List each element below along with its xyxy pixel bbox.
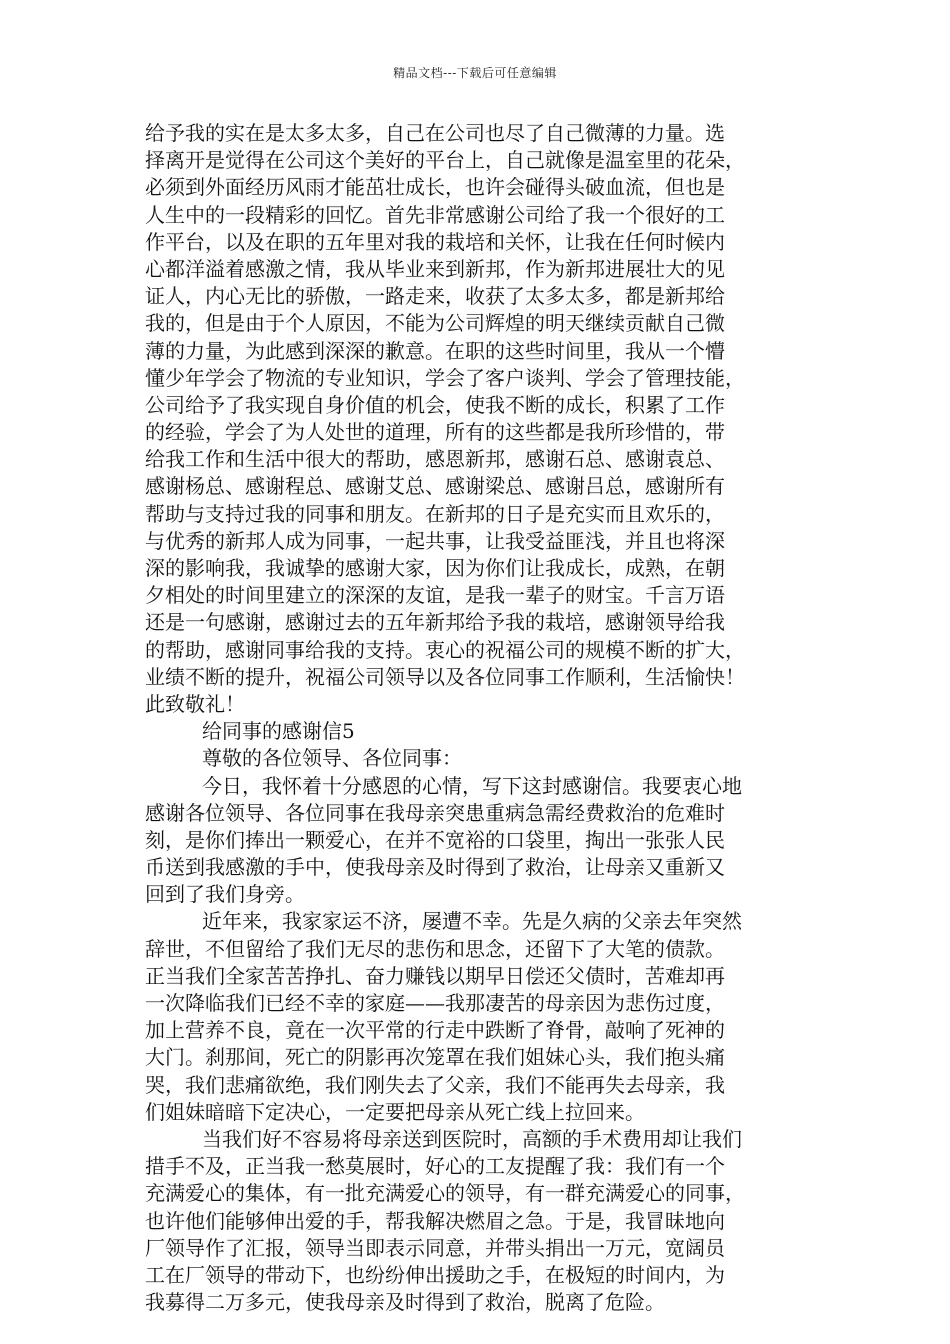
text-line: 正当我们全家苦苦挣扎、奋力赚钱以期早日偿还父债时，苦难却再 — [145, 963, 725, 988]
text-line: 辞世，不但留给了我们无尽的悲伤和思念，还留下了大笔的债款。 — [145, 936, 725, 961]
text-line: 必须到外面经历风雨才能茁壮成长，也许会碰得头破血流，但也是 — [145, 175, 725, 200]
text-line: 给我工作和生活中很大的帮助，感恩新邦，感谢石总、感谢袁总、 — [145, 447, 725, 472]
text-line: 币送到我感激的手中，使我母亲及时得到了救治，让母亲又重新又 — [145, 855, 725, 880]
text-line: 业绩不断的提升，祝福公司领导以及各位同事工作顺利，生活愉快！ — [145, 664, 745, 689]
text-line: 当我们好不容易将母亲送到医院时，高额的手术费用却让我们 — [202, 1126, 742, 1151]
text-line: 我募得二万多元，使我母亲及时得到了救治，脱离了危险。 — [145, 1290, 665, 1315]
text-line: 公司给予了我实现自身价值的机会，使我不断的成长，积累了工作 — [145, 392, 725, 417]
letter-salutation: 尊敬的各位领导、各位同事： — [202, 746, 462, 771]
section-title: 给同事的感谢信5 — [202, 719, 355, 744]
text-line: 感谢杨总、感谢程总、感谢艾总、感谢梁总、感谢吕总，感谢所有 — [145, 474, 725, 499]
text-line: 的帮助，感谢同事给我的支持。衷心的祝福公司的规模不断的扩大， — [145, 637, 745, 662]
text-line: 工在厂领导的带动下，也纷纷伸出援助之手，在极短的时间内，为 — [145, 1262, 725, 1287]
text-line: 加上营养不良，竟在一次平常的行走中跌断了脊骨，敲响了死神的 — [145, 1018, 725, 1043]
text-line: 薄的力量，为此感到深深的歉意。在职的这些时间里，我从一个懵 — [145, 338, 725, 363]
text-line: 深的影响我，我诚挚的感谢大家，因为你们让我成长，成熟，在朝 — [145, 556, 725, 580]
text-line: 厂领导作了汇报，领导当即表示同意，并带头捐出一万元，宽阔员 — [145, 1235, 725, 1260]
page-header: 精品文档---下载后可任意编辑 — [393, 66, 557, 80]
text-line: 大门。刹那间，死亡的阴影再次笼罩在我们姐妹心头，我们抱头痛 — [145, 1045, 725, 1070]
text-line: 帮助与支持过我的同事和朋友。在新邦的日子是充实而且欢乐的， — [145, 501, 725, 526]
text-line: 感谢各位领导、各位同事在我母亲突患重病急需经费救治的危难时 — [145, 800, 725, 825]
text-line: 回到了我们身旁。 — [145, 882, 305, 907]
text-line: 们姐妹暗暗下定决心，一定要把母亲从死亡线上拉回来。 — [145, 1099, 645, 1124]
text-line: 给予我的实在是太多太多，自己在公司也尽了自己微薄的力量。选 — [145, 121, 725, 145]
text-line: 人生中的一段精彩的回忆。首先非常感谢公司给了我一个很好的工 — [145, 202, 725, 227]
document-body — [145, 120, 810, 1316]
text-line: 懂少年学会了物流的专业知识，学会了客户谈判、学会了管理技能， — [145, 365, 745, 390]
text-line: 充满爱心的集体，有一批充满爱心的领导，有一群充满爱心的同事， — [145, 1181, 745, 1206]
closing-salutation: 此致敬礼！ — [145, 691, 245, 716]
text-line: 刻，是你们捧出一颗爱心，在并不宽裕的口袋里，掏出一张张人民 — [145, 827, 725, 852]
text-line: 我的，但是由于个人原因，不能为公司辉煌的明天继续贡献自己微 — [145, 311, 725, 336]
text-line: 近年来，我家家运不济，屡遭不幸。先是久病的父亲去年突然 — [202, 909, 742, 934]
text-line: 择离开是觉得在公司这个美好的平台上，自己就像是温室里的花朵， — [145, 148, 745, 173]
text-line: 一次降临我们已经不幸的家庭——我那凄苦的母亲因为悲伤过度， — [145, 991, 725, 1015]
text-line: 措手不及，正当我一愁莫展时，好心的工友提醒了我：我们有一个 — [145, 1154, 725, 1179]
text-line: 还是一句感谢，感谢过去的五年新邦给予我的栽培，感谢领导给我 — [145, 610, 725, 635]
text-line: 作平台，以及在职的五年里对我的栽培和关怀，让我在任何时候内 — [145, 229, 725, 254]
text-line: 证人，内心无比的骄傲，一路走来，收获了太多太多，都是新邦给 — [145, 284, 725, 309]
text-line: 今日，我怀着十分感恩的心情，写下这封感谢信。我要衷心地 — [202, 773, 742, 798]
text-line: 哭，我们悲痛欲绝，我们刚失去了父亲，我们不能再失去母亲，我 — [145, 1072, 725, 1097]
text-line: 与优秀的新邦人成为同事，一起共事，让我受益匪浅，并且也将深 — [145, 528, 725, 553]
text-line: 心都洋溢着感激之情，我从毕业来到新邦，作为新邦进展壮大的见 — [145, 256, 725, 281]
text-line: 也许他们能够伸出爱的手，帮我解决燃眉之急。于是，我冒昧地向 — [145, 1208, 725, 1233]
text-line: 夕相处的时间里建立的深深的友谊，是我一辈子的财宝。千言万语 — [145, 583, 725, 608]
text-line: 的经验，学会了为人处世的道理，所有的这些都是我所珍惜的，带 — [145, 420, 725, 445]
